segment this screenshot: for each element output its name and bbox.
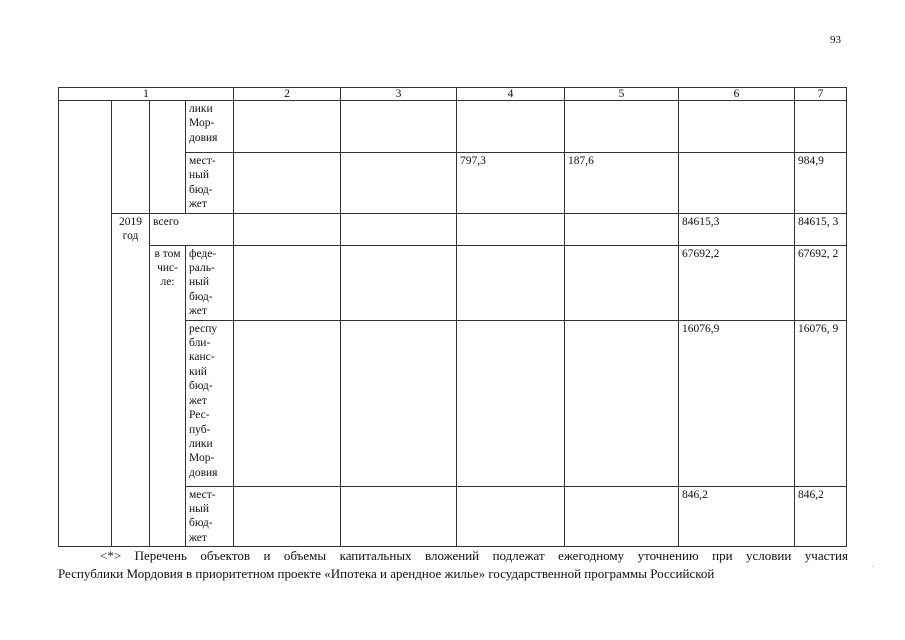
- row-label: мест- ный бюд- жет: [186, 153, 234, 214]
- table-cell: 84615,3: [679, 213, 795, 245]
- cell-year-prev: [112, 101, 150, 214]
- table-row: [59, 245, 847, 320]
- table-cell: 846,2: [679, 486, 795, 547]
- footnote-line-1: <*> Перечень объектов и объемы капитальных вложений подлежат ежегодному уточнению при условии участия: [100, 548, 848, 563]
- row-label: мест- ный бюд- жет: [186, 486, 234, 547]
- header-col-5: 5: [565, 88, 679, 101]
- header-col-2: 2: [234, 88, 341, 101]
- header-col-1: 1: [59, 88, 234, 101]
- header-col-4: 4: [457, 88, 565, 101]
- scan-speck: ·: [56, 566, 59, 575]
- table-cell: 84615, 3: [795, 213, 847, 245]
- sub-label-cell: в том чис- ле:: [150, 245, 186, 547]
- table-cell: 187,6: [565, 153, 679, 214]
- row-label: всего: [150, 213, 234, 245]
- cell-sub-prev: [150, 101, 186, 214]
- table-cell: 984,9: [795, 153, 847, 214]
- page-number: 93: [830, 34, 841, 46]
- year-cell: 2019 год: [112, 213, 150, 547]
- table-cell: 67692, 2: [795, 245, 847, 320]
- table-cell: 67692,2: [679, 245, 795, 320]
- row-label: респу бли- канс- кий бюд- жет Рес- пуб- лики Мор- довия: [186, 320, 234, 486]
- header-row: [59, 88, 847, 101]
- row-label: феде- раль- ный бюд- жет: [186, 245, 234, 320]
- table-cell: 16076,9: [679, 320, 795, 486]
- table-cell: 16076, 9: [795, 320, 847, 486]
- table-cell: 846,2: [795, 486, 847, 547]
- row-label: лики Мор- довия: [186, 101, 234, 153]
- footnote-line-2: Республики Мордовия в приоритетном проекте «Ипотека и арендное жилье» государственной программы Российской: [58, 566, 715, 581]
- capital-investments-table: [58, 87, 847, 547]
- table-cell: 797,3: [457, 153, 565, 214]
- scan-speck: ·: [872, 562, 875, 571]
- header-col-3: 3: [341, 88, 457, 101]
- table-row: [59, 213, 847, 245]
- header-col-7: 7: [795, 88, 847, 101]
- header-col-6: 6: [679, 88, 795, 101]
- cell-object: [59, 101, 112, 547]
- table-row: [59, 101, 847, 153]
- footnote: [58, 547, 848, 583]
